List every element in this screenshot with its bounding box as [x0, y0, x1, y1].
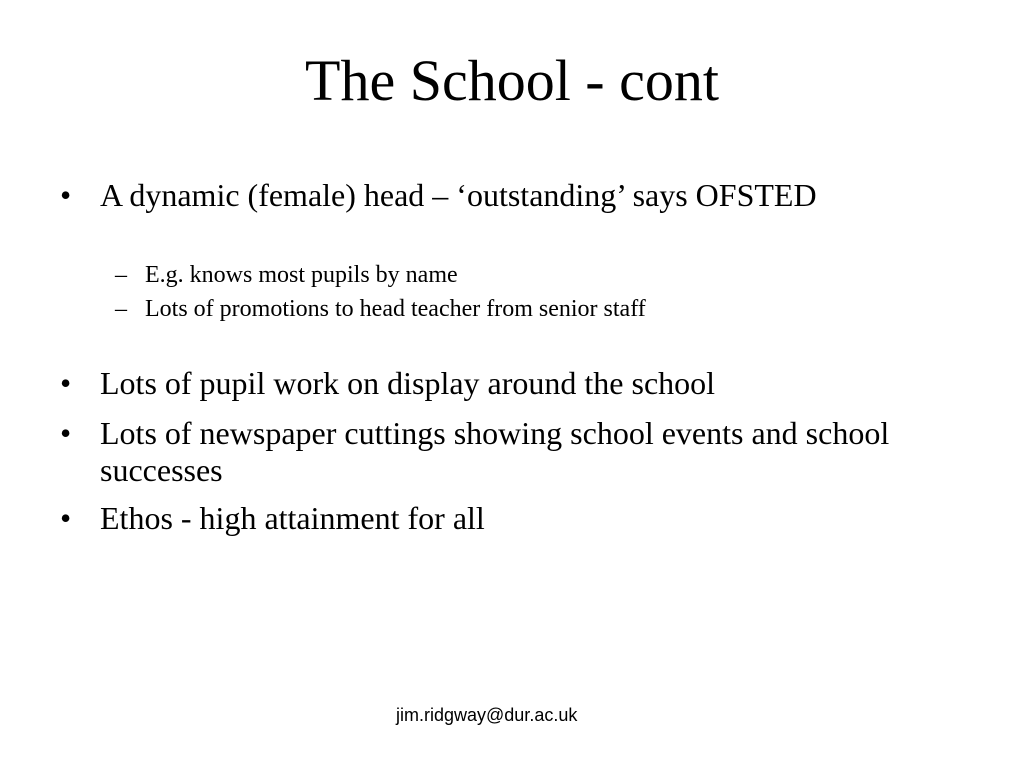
bullet-marker: • [60, 415, 72, 451]
bullet-marker: • [60, 177, 72, 213]
slide-title: The School - cont [305, 48, 719, 113]
bullet-marker: • [60, 500, 72, 536]
bullet-text: A dynamic (female) head – ‘outstanding’ says OFSTED [100, 177, 817, 213]
sub-bullet-marker: – [115, 296, 127, 322]
bullet-text: Lots of newspaper cuttings showing school events and school successes [100, 415, 890, 488]
bullet-text: Lots of pupil work on display around the school [100, 365, 716, 401]
bullet-marker: • [60, 365, 72, 401]
sub-bullet-text: Lots of promotions to head teacher from senior staff [145, 296, 646, 322]
sub-bullet-text: E.g. knows most pupils by name [145, 262, 458, 288]
bullet-text: Ethos - high attainment for all [100, 500, 485, 536]
footer-email: jim.ridgway@dur.ac.uk [396, 705, 578, 725]
sub-bullet-marker: – [115, 262, 127, 288]
